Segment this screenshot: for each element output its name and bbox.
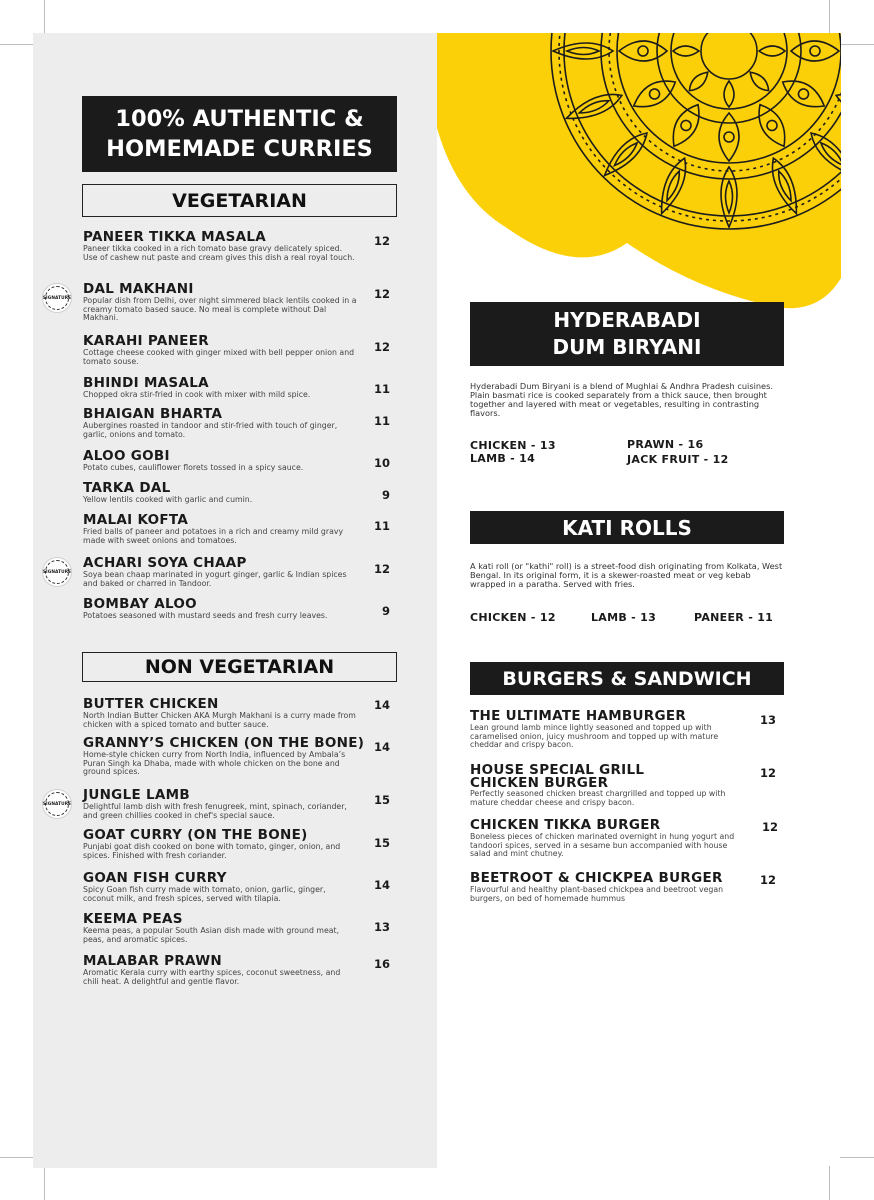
item-description: Lean ground lamb mince lightly seasoned and topped up with caramelised onion, juicy mushroom and topped up with mature cheddar and crispy bacon. xyxy=(470,723,719,750)
biryani-heading xyxy=(470,302,784,366)
signature-badge-icon xyxy=(42,557,72,587)
menu-item-beetroot-chickpea-burger xyxy=(470,871,745,903)
menu-item-keema-peas xyxy=(83,912,358,944)
non-vegetarian-heading: NON VEGETARIAN xyxy=(82,652,397,682)
item-name: PANEER TIKKA MASALA xyxy=(83,229,267,245)
item-price: 12 xyxy=(373,340,390,354)
item-price: 14 xyxy=(373,878,390,892)
item-price: 14 xyxy=(373,740,390,754)
item-name: DAL MAKHANI xyxy=(83,281,194,297)
item-description: Delightful lamb dish with fresh fenugreek, mint, spinach, coriander, and green chillies cooked in chef's special sauce. xyxy=(83,802,347,820)
crop-mark xyxy=(44,0,45,34)
item-description: Aromatic Kerala curry with earthy spices, coconut sweetness, and chili heat. A delightful and gentle flavor. xyxy=(83,968,341,986)
item-name: BHAIGAN BHARTA xyxy=(83,406,223,422)
item-description: Spicy Goan fish curry made with tomato, onion, garlic, ginger, coconut milk, and fresh spices, served with tilapia. xyxy=(83,885,326,903)
crop-mark xyxy=(0,1157,34,1158)
item-name: GRANNY’S CHICKEN (ON THE BONE) xyxy=(83,735,365,751)
item-description: Home-style chicken curry from North India, influenced by Ambala’s Puran Singh ka Dhaba, made with whole chicken on the bone and ground spices. xyxy=(83,750,346,777)
item-description: Popular dish from Delhi, over night simmered black lentils cooked in a creamy tomato based sauce. No meal is complete without Dal Makhani. xyxy=(83,296,357,323)
menu-item-achari-soya-chaap xyxy=(83,556,358,588)
item-name: KARAHI PANEER xyxy=(83,333,209,349)
crop-mark xyxy=(840,1157,874,1158)
menu-item-malai-kofta xyxy=(83,513,358,545)
menu-item-jungle-lamb xyxy=(83,788,358,820)
curries-title-line1: 100% AUTHENTIC & xyxy=(115,106,364,132)
item-price: 11 xyxy=(373,519,390,533)
item-name: BHINDI MASALA xyxy=(83,375,209,391)
item-price: 12 xyxy=(761,820,778,834)
crop-mark xyxy=(829,1166,830,1200)
item-description: Chopped okra stir-fried in cook with mixer with mild spice. xyxy=(83,390,311,399)
item-name: TARKA DAL xyxy=(83,480,171,496)
item-price: 13 xyxy=(759,713,776,727)
biryani-option: JACK FRUIT - 12 xyxy=(627,453,729,466)
menu-item-bhaigan-bharta xyxy=(83,407,358,439)
item-name: BUTTER CHICKEN xyxy=(83,696,219,712)
menu-item-bombay-aloo xyxy=(83,597,358,621)
item-name: HOUSE SPECIAL GRILL CHICKEN BURGER xyxy=(470,762,645,791)
menu-item-grannys-chicken xyxy=(83,735,365,777)
menu-item-house-special-grill xyxy=(470,762,726,807)
item-price: 9 xyxy=(381,488,390,502)
biryani-description: Hyderabadi Dum Biryani is a blend of Mughlai & Andhra Pradesh cuisines. Plain basmati rice is cooked separately from a thick sauce, then brought together and layered with meat or vegetables, resulting in contrasting flavors. xyxy=(470,381,773,418)
item-price: 10 xyxy=(373,456,390,470)
item-name: JUNGLE LAMB xyxy=(83,787,190,803)
biryani-option: PRAWN - 16 xyxy=(627,438,704,451)
item-price: 12 xyxy=(373,562,390,576)
item-name: BOMBAY ALOO xyxy=(83,596,197,612)
menu-item-bhindi-masala xyxy=(83,376,358,400)
mandala-illustration xyxy=(437,33,841,323)
item-description: Cottage cheese cooked with ginger mixed with bell pepper onion and tomato souse. xyxy=(83,348,355,366)
mandala-decoration xyxy=(437,33,841,323)
item-description: Paneer tikka cooked in a rich tomato base gravy delicately spiced. Use of cashew nut paste and cream gives this dish a real royal touch. xyxy=(83,244,355,262)
signature-badge-icon xyxy=(42,789,72,819)
item-description: Potato cubes, cauliflower florets tossed in a spicy sauce. xyxy=(83,463,304,472)
curries-title-line2: HOMEMADE CURRIES xyxy=(106,136,373,162)
signature-badge-icon xyxy=(42,283,72,313)
item-description: Perfectly seasoned chicken breast chargrilled and topped up with mature cheddar cheese and crispy bacon. xyxy=(470,789,726,807)
item-description: Punjabi goat dish cooked on bone with tomato, ginger, onion, and spices. Finished with fresh coriander. xyxy=(83,842,341,860)
item-description: North Indian Butter Chicken AKA Murgh Makhani is a curry made from chicken with a spiced tomato and butter sauce. xyxy=(83,711,356,729)
menu-item-paneer-tikka-masala xyxy=(83,230,358,262)
item-description: Yellow lentils cooked with garlic and cumin. xyxy=(83,495,253,504)
signature-badge-text: SIGNATURE xyxy=(45,792,69,816)
item-description: Flavourful and healthy plant-based chickpea and beetroot vegan burgers, on bed of homemade hummus xyxy=(470,885,724,903)
menu-item-dal-makhani xyxy=(83,282,358,323)
item-price: 14 xyxy=(373,698,390,712)
item-name: GOAN FISH CURRY xyxy=(83,870,227,886)
item-price: 13 xyxy=(373,920,390,934)
kati-option: PANEER - 11 xyxy=(694,611,774,624)
crop-mark xyxy=(0,44,34,45)
menu-item-goan-fish-curry xyxy=(83,871,358,903)
kati-option: LAMB - 13 xyxy=(591,611,657,624)
item-price: 11 xyxy=(373,382,390,396)
kati-rolls-description: A kati roll (or "kathi" roll) is a street-food dish originating from Kolkata, West Bengal. In its original form, it is a skewer-roasted meat or veg kebab wrapped in a paratha. Served with fries. xyxy=(470,561,783,589)
burgers-heading: BURGERS & SANDWICH xyxy=(470,662,784,695)
item-name: ACHARI SOYA CHAAP xyxy=(83,555,247,571)
item-price: 12 xyxy=(373,234,390,248)
biryani-heading-line2: DUM BIRYANI xyxy=(552,335,702,359)
menu-item-tarka-dal xyxy=(83,481,358,505)
menu-item-ultimate-hamburger xyxy=(470,709,745,750)
item-description: Potatoes seasoned with mustard seeds and fresh curry leaves. xyxy=(83,611,328,620)
crop-mark xyxy=(44,1166,45,1200)
item-description: Boneless pieces of chicken marinated overnight in hung yogurt and tandoori spices, served in a sesame bun accompanied with house salad and mint chutney. xyxy=(470,832,735,859)
signature-badge-text: SIGNATURE xyxy=(45,286,69,310)
item-name: MALABAR PRAWN xyxy=(83,953,222,969)
biryani-option: CHICKEN - 13 xyxy=(470,439,556,452)
kati-rolls-heading: KATI ROLLS xyxy=(470,511,784,544)
item-description: Aubergines roasted in tandoor and stir-fried with touch of ginger, garlic, onions and tomato. xyxy=(83,421,338,439)
item-price: 9 xyxy=(381,604,390,618)
item-price: 11 xyxy=(373,414,390,428)
item-description: Soya bean chaap marinated in yogurt ginger, garlic & Indian spices and baked or charred in Tandoor. xyxy=(83,570,347,588)
vegetarian-heading: VEGETARIAN xyxy=(82,184,397,217)
signature-badge-text: SIGNATURE xyxy=(45,560,69,584)
kati-option: CHICKEN - 12 xyxy=(470,611,556,624)
curries-title-banner xyxy=(82,96,397,172)
biryani-option: LAMB - 14 xyxy=(470,452,536,465)
item-name: GOAT CURRY (ON THE BONE) xyxy=(83,827,308,843)
menu-item-aloo-gobi xyxy=(83,449,358,473)
item-description: Keema peas, a popular South Asian dish made with ground meat, peas, and aromatic spices. xyxy=(83,926,340,944)
item-name: BEETROOT & CHICKPEA BURGER xyxy=(470,870,723,886)
menu-item-butter-chicken xyxy=(83,697,358,729)
item-price: 12 xyxy=(373,287,390,301)
biryani-heading-line1: HYDERABADI xyxy=(553,308,701,332)
crop-mark xyxy=(840,44,874,45)
item-price: 15 xyxy=(373,793,390,807)
item-name: THE ULTIMATE HAMBURGER xyxy=(470,708,687,724)
item-name: KEEMA PEAS xyxy=(83,911,183,927)
crop-mark xyxy=(829,0,830,34)
item-price: 16 xyxy=(373,957,390,971)
menu-item-malabar-prawn xyxy=(83,954,358,986)
item-description: Fried balls of paneer and potatoes in a rich and creamy mild gravy made with sweet onions and tomatoes. xyxy=(83,527,344,545)
item-name: MALAI KOFTA xyxy=(83,512,189,528)
item-name: CHICKEN TIKKA BURGER xyxy=(470,817,661,833)
item-price: 12 xyxy=(759,873,776,887)
menu-item-chicken-tikka-burger xyxy=(470,818,745,859)
item-name: ALOO GOBI xyxy=(83,448,170,464)
item-price: 15 xyxy=(373,836,390,850)
menu-item-goat-curry xyxy=(83,828,358,860)
menu-item-karahi-paneer xyxy=(83,334,358,366)
item-price: 12 xyxy=(759,766,776,780)
